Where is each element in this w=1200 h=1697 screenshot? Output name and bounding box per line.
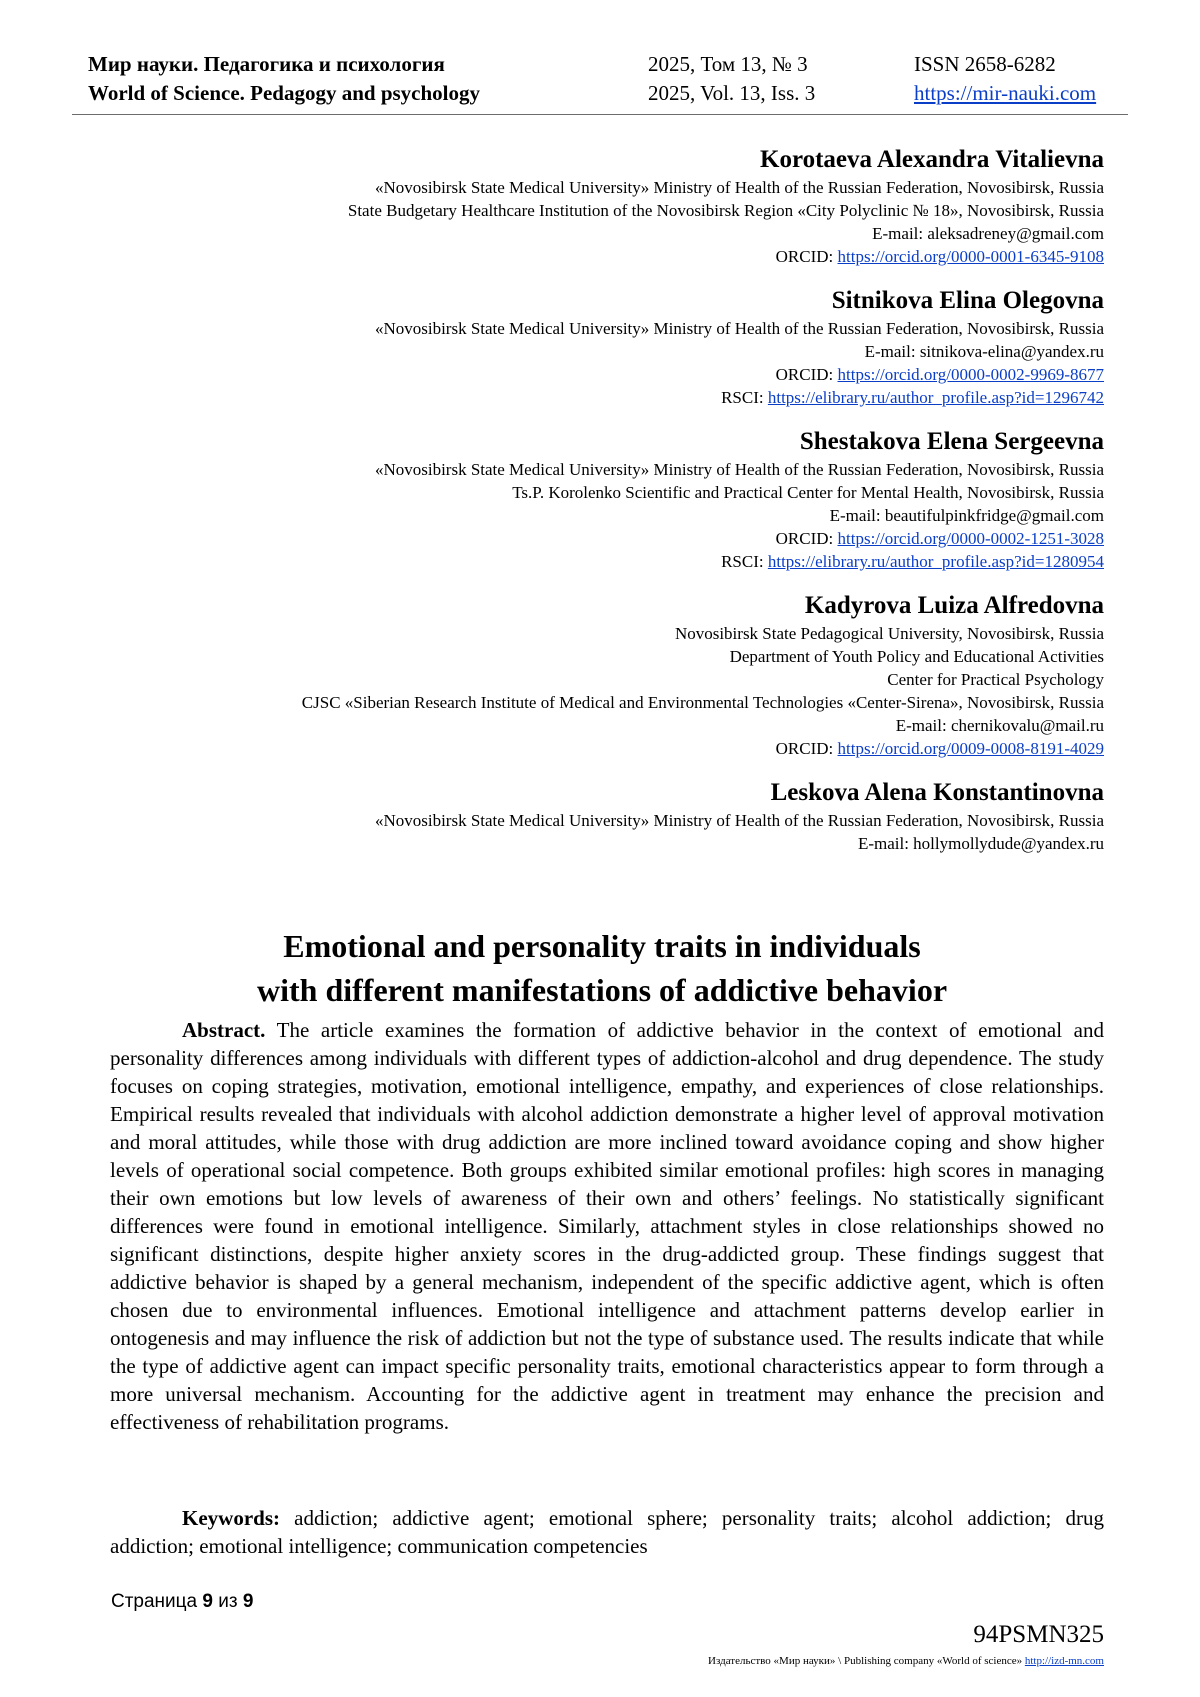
abstract-paragraph: [110, 1016, 1104, 1436]
issn: ISSN 2658-6282: [914, 52, 1056, 76]
author-email: E-mail: beautifulpinkfridge@gmail.com: [829, 506, 1104, 525]
abstract-text: The article examines the formation of addictive behavior in the context of emotional and personality differences among individuals with different types of addiction-alcohol and drug dependence. The study focuses on coping strategies, motivation, emotional intelligence, empathy, and experiences of close relationships. Empirical results revealed that individuals with alcohol addiction demonstrate a higher level of approval motivation and moral attitudes, while those with drug addiction are more inclined toward avoidance coping and show higher levels of operational social competence. Both groups exhibited similar emotional profiles: high scores in managing their own emotions but low levels of awareness of their own and others’ feelings. No statistically significant differences were found in emotional intelligence. Similarly, attachment styles in close relationships showed no significant distinctions, despite higher anxiety scores in the drug-addicted group. These findings suggest that addictive behavior is shaped by a general mechanism, independent of the specific addictive agent, which is often chosen due to environmental influences. Emotional intelligence and attachment patterns develop earlier in ontogenesis and may influence the risk of addiction but not the type of substance used. The results indicate that while the type of addictive agent can impact specific personality traits, emotional characteristics appear to form through a more universal mechanism. Accounting for the addictive agent in treatment may enhance the precision and effectiveness of rehabilitation programs.: [110, 1018, 1104, 1434]
author-name: Korotaeva Alexandra Vitalievna: [760, 146, 1104, 173]
author-orcid: ORCID: https://orcid.org/0000-0001-6345-9108: [775, 247, 1104, 266]
orcid-link[interactable]: https://orcid.org/0000-0002-9969-8677: [837, 365, 1104, 384]
rsci-link[interactable]: https://elibrary.ru/author_profile.asp?id=1296742: [767, 388, 1104, 407]
issue-ru: 2025, Том 13, № 3: [648, 52, 808, 76]
author-affiliation: State Budgetary Healthcare Institution of the Novosibirsk Region «City Polyclinic № 18», Novosibirsk, Russia: [347, 201, 1104, 220]
author-block: [100, 144, 1104, 268]
orcid-link[interactable]: https://orcid.org/0000-0002-1251-3028: [837, 529, 1104, 548]
keywords-text: addiction; addictive agent; emotional sphere; personality traits; alcohol addiction; drug addiction; emotional intelligence; communication competencies: [110, 1506, 1104, 1558]
article-title: [100, 924, 1104, 1012]
author-name: Leskova Alena Konstantinovna: [770, 779, 1104, 806]
authors-section: [100, 144, 1104, 872]
orcid-link[interactable]: https://orcid.org/0009-0008-8191-4029: [837, 739, 1104, 758]
orcid-link[interactable]: https://orcid.org/0000-0001-6345-9108: [837, 247, 1104, 266]
publisher-text: Издательство «Мир науки» \ Publishing company «World of science»: [708, 1655, 1025, 1667]
author-orcid: ORCID: https://orcid.org/0009-0008-8191-4029: [775, 739, 1104, 758]
keywords-paragraph: [110, 1504, 1104, 1560]
page-current: 9: [202, 1591, 213, 1612]
author-rsci: RSCI: https://elibrary.ru/author_profile.asp?id=1296742: [721, 388, 1104, 407]
article-title-line: Emotional and personality traits in individuals: [283, 928, 921, 964]
author-affiliation: Novosibirsk State Pedagogical University, Novosibirsk, Russia: [674, 624, 1104, 643]
author-block: [100, 426, 1104, 573]
rsci-link[interactable]: https://elibrary.ru/author_profile.asp?id=1280954: [767, 552, 1104, 571]
author-affiliation: Department of Youth Policy and Educational Activities: [729, 647, 1104, 666]
page-counter: Страница 9 из 9: [111, 1591, 254, 1612]
author-email: E-mail: aleksadreney@gmail.com: [872, 224, 1104, 243]
journal-title-block: [88, 50, 480, 108]
issue-block: [648, 50, 815, 108]
author-affiliation: «Novosibirsk State Medical University» Ministry of Health of the Russian Federation, Novosibirsk, Russia: [374, 178, 1104, 197]
author-affiliation: Center for Practical Psychology: [887, 670, 1104, 689]
journal-title-ru: Мир науки. Педагогика и психология: [88, 52, 445, 76]
author-rsci: RSCI: https://elibrary.ru/author_profile.asp?id=1280954: [721, 552, 1104, 571]
page-total: 9: [242, 1591, 254, 1612]
issn-block: [914, 50, 1096, 108]
author-affiliation: «Novosibirsk State Medical University» Ministry of Health of the Russian Federation, Novosibirsk, Russia: [374, 811, 1104, 830]
publisher-line: [708, 1654, 1104, 1668]
author-affiliation: CJSC «Siberian Research Institute of Medical and Environmental Technologies «Center-Sirena», Novosibirsk, Russia: [301, 693, 1104, 712]
author-block: [100, 777, 1104, 855]
abstract-label: Abstract.: [182, 1018, 266, 1042]
author-name: Sitnikova Elina Olegovna: [831, 287, 1104, 314]
article-title-line: with different manifestations of addictive behavior: [256, 972, 948, 1008]
author-block: [100, 285, 1104, 409]
author-orcid: ORCID: https://orcid.org/0000-0002-1251-3028: [775, 529, 1104, 548]
author-email: E-mail: hollymollydude@yandex.ru: [857, 834, 1104, 853]
author-email: E-mail: chernikovalu@mail.ru: [895, 716, 1104, 735]
keywords-label: Keywords:: [182, 1506, 280, 1530]
journal-header: [72, 50, 1128, 115]
author-affiliation: Ts.P. Korolenko Scientific and Practical Center for Mental Health, Novosibirsk, Russia: [512, 483, 1104, 502]
article-code: 94PSMN325: [973, 1621, 1104, 1648]
author-name: Shestakova Elena Sergeevna: [799, 428, 1104, 455]
journal-website-link[interactable]: https://mir-nauki.com: [914, 81, 1097, 105]
author-name: Kadyrova Luiza Alfredovna: [804, 592, 1104, 619]
author-orcid: ORCID: https://orcid.org/0000-0002-9969-8677: [775, 365, 1104, 384]
author-affiliation: «Novosibirsk State Medical University» Ministry of Health of the Russian Federation, Novosibirsk, Russia: [374, 319, 1104, 338]
author-block: [100, 590, 1104, 760]
author-email: E-mail: sitnikova-elina@yandex.ru: [864, 342, 1104, 361]
journal-title-en: World of Science. Pedagogy and psychology: [88, 81, 481, 105]
issue-en: 2025, Vol. 13, Iss. 3: [648, 81, 816, 105]
publisher-link[interactable]: http://izd-mn.com: [1024, 1655, 1104, 1667]
author-affiliation: «Novosibirsk State Medical University» Ministry of Health of the Russian Federation, Novosibirsk, Russia: [374, 460, 1104, 479]
